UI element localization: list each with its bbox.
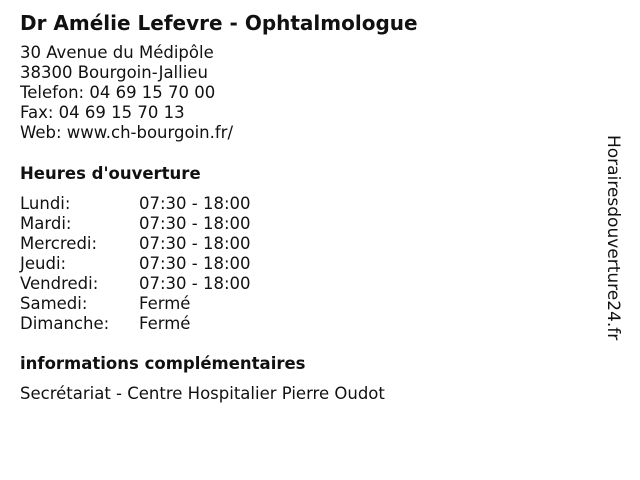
day-label: Vendredi:	[20, 274, 99, 293]
page-title: Dr Amélie Lefevre - Ophtalmologue	[20, 11, 418, 35]
day-hours: 07:30 - 18:00	[139, 274, 251, 293]
day-hours: 07:30 - 18:00	[139, 234, 251, 253]
day-label: Dimanche:	[20, 314, 110, 333]
fax-number: Fax: 04 69 15 70 13	[20, 103, 185, 122]
additional-info-text: Secrétariat - Centre Hospitalier Pierre Oudot	[20, 384, 385, 403]
site-brand-watermark: Horairesdouverture24.fr	[603, 135, 623, 341]
additional-info-heading: informations complémentaires	[20, 354, 306, 373]
phone-number[interactable]: Telefon: 04 69 15 70 00	[20, 83, 216, 102]
day-label: Jeudi:	[20, 254, 67, 273]
address-city: 38300 Bourgoin-Jallieu	[20, 63, 208, 82]
day-label: Samedi:	[20, 294, 88, 313]
day-hours: 07:30 - 18:00	[139, 194, 251, 213]
day-label: Mercredi:	[20, 234, 98, 253]
website-link[interactable]: Web: www.ch-bourgoin.fr/	[20, 123, 234, 142]
day-hours: Fermé	[139, 294, 191, 313]
day-label: Lundi:	[20, 194, 71, 213]
address-street: 30 Avenue du Médipôle	[20, 43, 214, 62]
opening-hours-heading: Heures d'ouverture	[20, 164, 201, 183]
day-hours: Fermé	[139, 314, 191, 333]
day-hours: 07:30 - 18:00	[139, 214, 251, 233]
day-hours: 07:30 - 18:00	[139, 254, 251, 273]
day-label: Mardi:	[20, 214, 72, 233]
contact-details	[20, 43, 233, 143]
